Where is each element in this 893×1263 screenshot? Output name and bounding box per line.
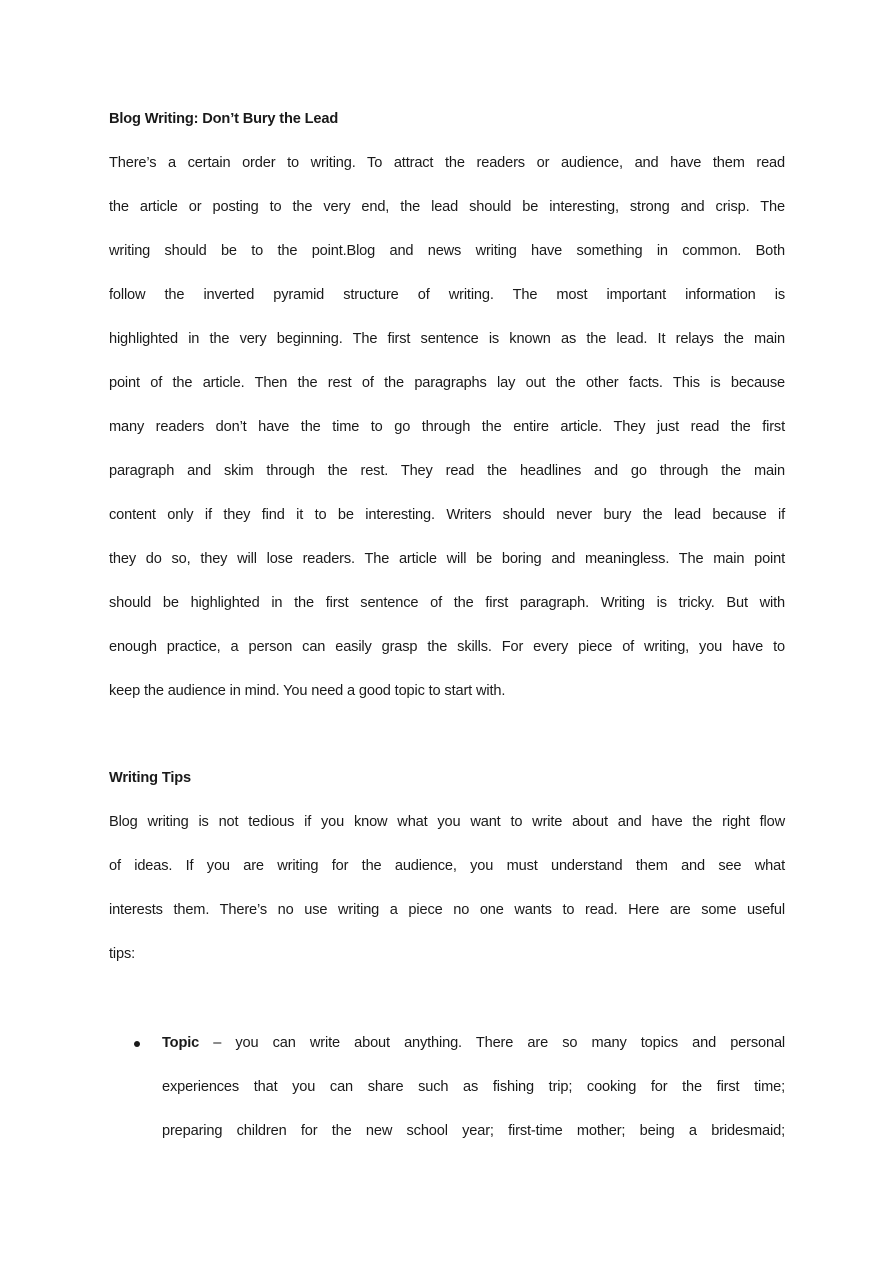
paragraph-line: point of the article. Then the rest of the paragraphs lay out the other facts. This is because [109, 375, 785, 391]
paragraph-line: paragraph and skim through the rest. They read the headlines and go through the main [109, 463, 785, 479]
section-heading: Blog Writing: Don’t Bury the Lead [109, 111, 339, 127]
paragraph-line: should be highlighted in the first sentence of the first paragraph. Writing is tricky. But with [109, 595, 785, 611]
paragraph-line: enough practice, a person can easily grasp the skills. For every piece of writing, you have to [109, 639, 785, 655]
paragraph-line: Blog writing is not tedious if you know what you want to write about and have the right flow [109, 814, 785, 830]
paragraph-line: of ideas. If you are writing for the audience, you must understand them and see what [109, 858, 785, 874]
paragraph-line: many readers don’t have the time to go through the entire article. They just read the first [109, 419, 785, 435]
paragraph-line: keep the audience in mind. You need a good topic to start with. [109, 683, 506, 699]
section-heading: Writing Tips [109, 770, 191, 786]
bullet-item-line: experiences that you can share such as fishing trip; cooking for the first time; [162, 1079, 785, 1095]
paragraph-line: follow the inverted pyramid structure of writing. The most important information is [109, 287, 785, 303]
bullet-term: Topic [162, 1035, 200, 1051]
paragraph-line: they do so, they will lose readers. The article will be boring and meaningless. The main point [109, 551, 785, 567]
paragraph-line: highlighted in the very beginning. The first sentence is known as the lead. It relays the main [109, 331, 785, 347]
paragraph-line: tips: [109, 946, 136, 962]
paragraph-line: writing should be to the point.Blog and news writing have something in common. Both [109, 243, 785, 259]
bullet-icon [134, 1041, 140, 1047]
bullet-item-line: preparing children for the new school year; first-time mother; being a bridesmaid; [162, 1123, 785, 1139]
bullet-text: – you can write about anything. There are so many topics and personal [199, 1035, 785, 1051]
paragraph-line: the article or posting to the very end, the lead should be interesting, strong and crisp. The [109, 199, 785, 215]
paragraph-line: content only if they find it to be interesting. Writers should never bury the lead because if [109, 507, 785, 523]
bullet-item-line [162, 1034, 785, 1052]
paragraph-line: There’s a certain order to writing. To attract the readers or audience, and have them read [109, 155, 785, 171]
paragraph-line: interests them. There’s no use writing a piece no one wants to read. Here are some useful [109, 902, 785, 918]
